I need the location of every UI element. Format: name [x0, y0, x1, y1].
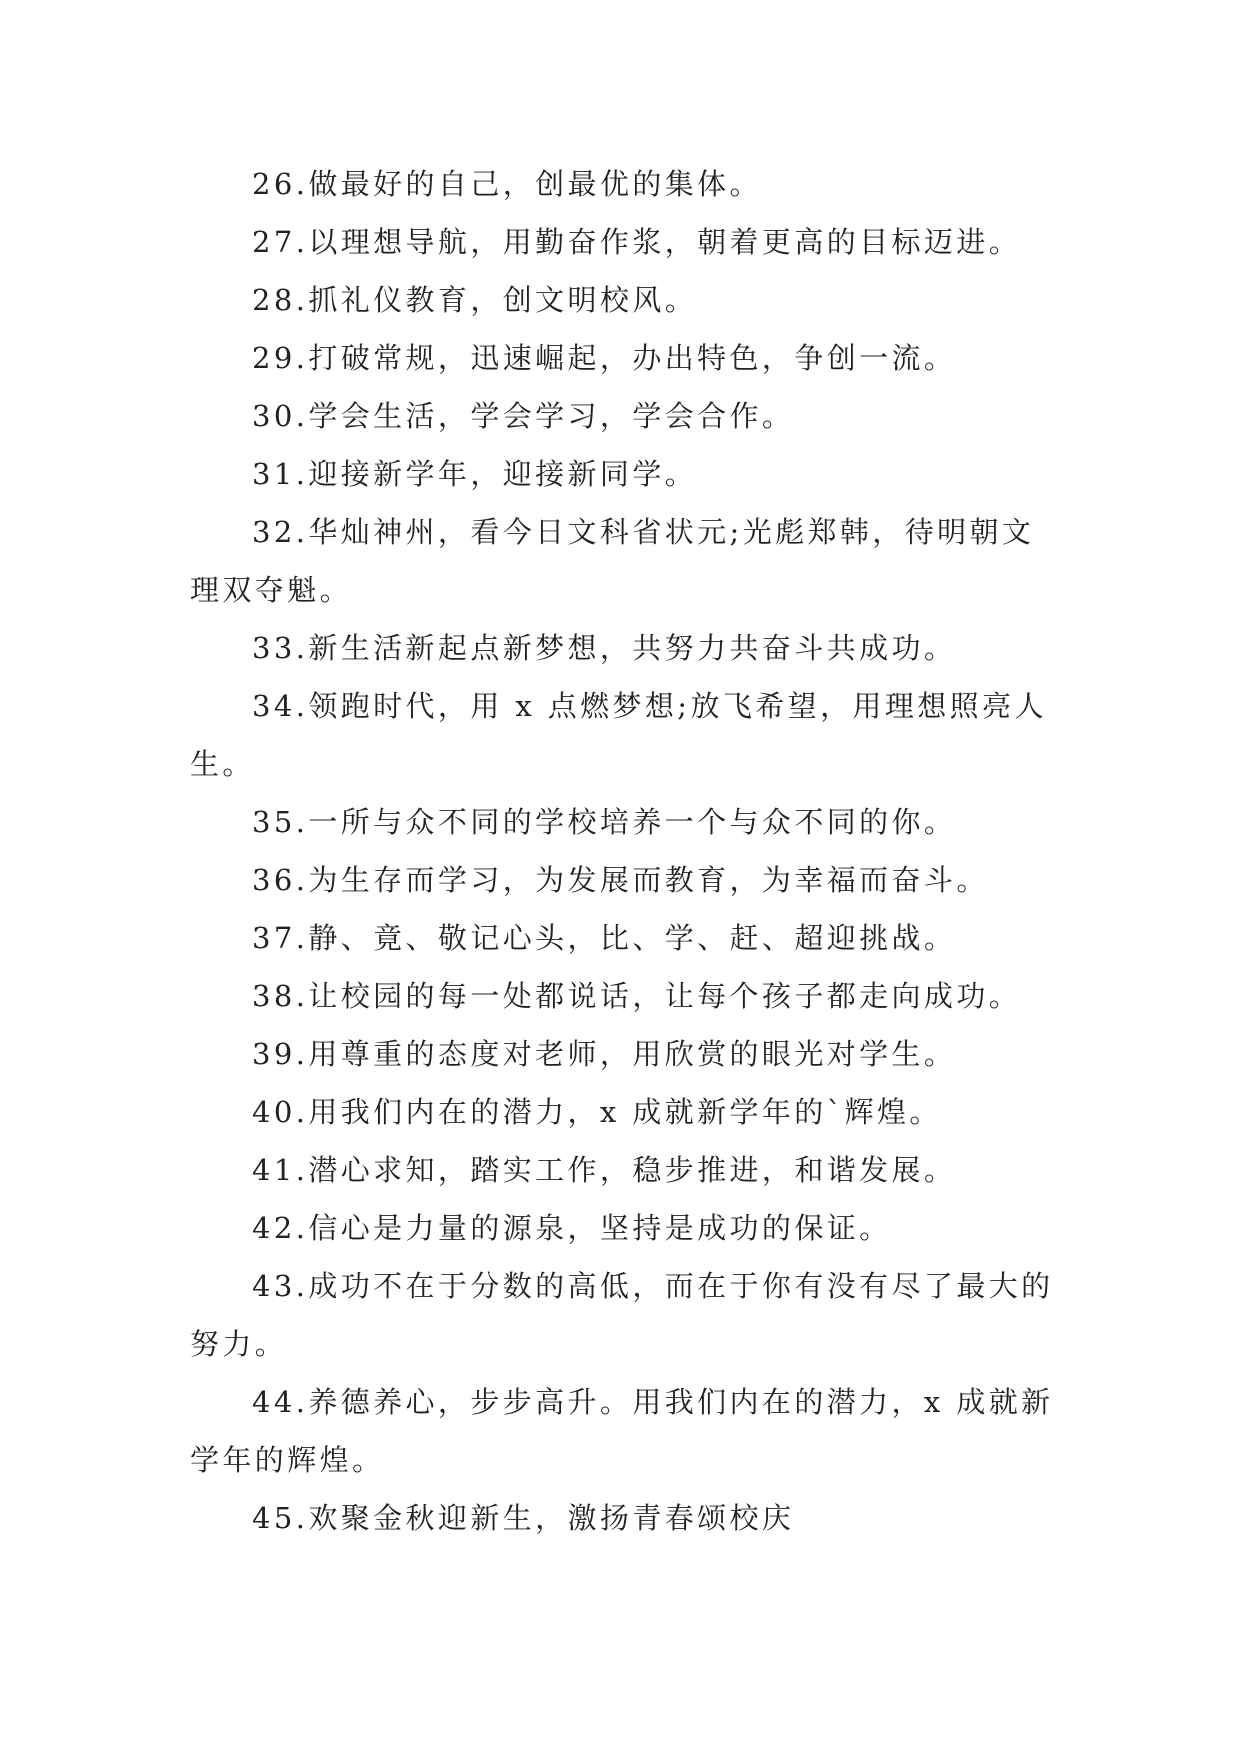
slogan-item-43: 43.成功不在于分数的高低，而在于你有没有尽了最大的努力。: [190, 1269, 1054, 1361]
slogan-item-44: 44.养德养心，步步高升。用我们内在的潜力，x 成就新学年的辉煌。: [190, 1385, 1054, 1477]
slogan-list: [190, 155, 1055, 1547]
slogan-item-41: 41.潜心求知，踏实工作，稳步推进，和谐发展。: [252, 1153, 957, 1187]
slogan-item-40: 40.用我们内在的潜力，x 成就新学年的`辉煌。: [252, 1095, 942, 1129]
slogan-item-29: 29.打破常规，迅速崛起，办出特色，争创一流。: [252, 341, 957, 375]
slogan-item-36: 36.为生存而学习，为发展而教育，为幸福而奋斗。: [252, 863, 989, 897]
slogan-item-39: 39.用尊重的态度对老师，用欣赏的眼光对学生。: [252, 1037, 957, 1071]
slogan-item-28: 28.抓礼仪教育，创文明校风。: [252, 283, 698, 317]
slogan-item-30: 30.学会生活，学会学习，学会合作。: [252, 399, 795, 433]
slogan-item-37: 37.静、竟、敬记心头，比、学、赶、超迎挑战。: [252, 921, 957, 955]
slogan-item-42: 42.信心是力量的源泉，坚持是成功的保证。: [252, 1211, 892, 1245]
slogan-item-45: 45.欢聚金秋迎新生，激扬青春颂校庆: [252, 1501, 795, 1535]
slogan-item-35: 35.一所与众不同的学校培养一个与众不同的你。: [252, 805, 957, 839]
slogan-item-34: 34.领跑时代，用 x 点燃梦想;放飞希望，用理想照亮人生。: [190, 689, 1047, 781]
slogan-item-27: 27.以理想导航，用勤奋作浆，朝着更高的目标迈进。: [252, 225, 1022, 259]
slogan-item-33: 33.新生活新起点新梦想，共努力共奋斗共成功。: [252, 631, 957, 665]
slogan-item-32: 32.华灿神州，看今日文科省状元;光彪郑韩，待明朝文理双夺魁。: [190, 515, 1035, 607]
slogan-item-38: 38.让校园的每一处都说话，让每个孩子都走向成功。: [252, 979, 1022, 1013]
slogan-item-31: 31.迎接新学年，迎接新同学。: [252, 457, 698, 491]
slogan-item-26: 26.做最好的自己，创最优的集体。: [252, 167, 762, 201]
